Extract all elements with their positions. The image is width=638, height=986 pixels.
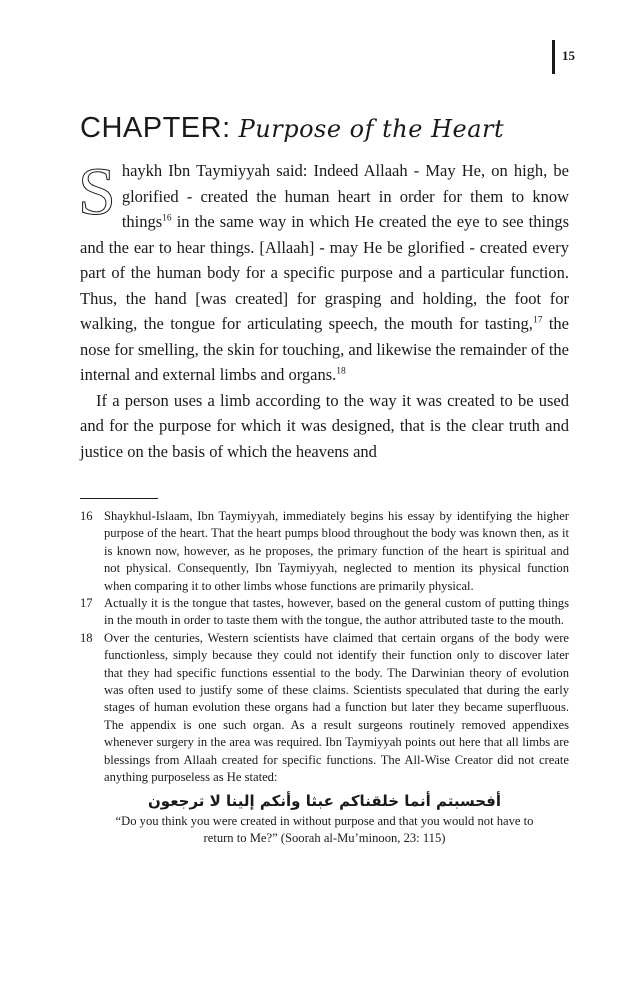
footnote-text: Over the centuries, Western scientists have claimed that certain organs of the body were functionless, simply because they could not identify their function only to discover later that they had specific functions essential to the body. The Darwinian theory of evolution was often used to justify some of these claims. Scientists speculated that during the early stages of human evolution these organs had a function but later they became superfluous. The appendix is one such organ. As a result surgeons routinely removed appendixes whenever surgery in the area was required. Ibn Taymiyyah points out here that all limbs are blessings from Allaah created for specific functions. The All-Wise Creator did not create anything purposeless as He stated: [104,630,569,785]
quran-verse-arabic: أفحسبتم أنما خلقناكم عبثا وأنكم إلينا لا ترجعون [147,791,501,810]
chapter-label: CHAPTER: [80,112,231,144]
footnotes [80,508,569,847]
chapter-title: Purpose of the Heart [238,115,505,143]
paragraph-2: If a person uses a limb according to the way it was created to be used and for the purpose for which it was designed, that is the clear truth and justice on the basis of which the heavens and [80,390,569,461]
footnote-ref-16: 16 [162,213,172,224]
footnote-16 [80,508,569,595]
footnote-ref-17: 17 [532,315,543,326]
footnote-number: 16 [80,509,93,523]
paragraph-1-part-b: in the same way in which He created the eye to see things and the ear to hear things. [Allaah] - may He be glorified - created every part of the human body for a specific purpose and a particular function. Thus, the hand [was created] for grasping and holding, the foot for walking, the tongue for articulating speech, the mouth for tasting, [80,212,569,333]
chapter-heading [80,112,504,152]
footnote-17 [80,595,569,630]
footnote-ref-18: 18 [336,366,346,377]
footnote-18 [80,630,569,787]
paragraph-1-part-c: the nose for smelling, the skin for touching, and likewise the remainder of the internal and external limbs and organs. [80,314,569,384]
page-number-divider [552,40,555,74]
footnote-number: 18 [80,630,93,645]
footnote-number: 17 [80,596,93,611]
paragraph-1-part-a: haykh Ibn Taymiyyah said: Indeed Allaah - May He, on high, be glorified - created the human heart in order for them to know things [121,161,569,231]
drop-cap: S [78,153,116,229]
quran-verse-translation: “Do you think you were created in without purpose and that you would not have to return to Me?” (Soorah al-Mu’minoon, 23: 115) [115,813,534,845]
page-number: 15 [562,48,575,63]
body-text [78,153,569,464]
footnote-text: Shaykhul-Islaam, Ibn Taymiyyah, immediately begins his essay by identifying the higher purpose of the heart. That the heart pumps blood throughout the body was known then, as it is known now, however, as he proposes, the primary function of the heart is spiritual and not physical. Consequently, Ibn Taymiyyah, neglected to mention its physical function when comparing it to other limbs whose functions are primarily physical. [104,509,569,593]
footnote-text: Actually it is the tongue that tastes, however, based on the general custom of putting things in the mouth in order to taste them with the tongue, the author attributed taste to the mouth. [104,596,569,628]
footnote-divider [80,498,158,499]
paragraph-1 [78,153,569,388]
